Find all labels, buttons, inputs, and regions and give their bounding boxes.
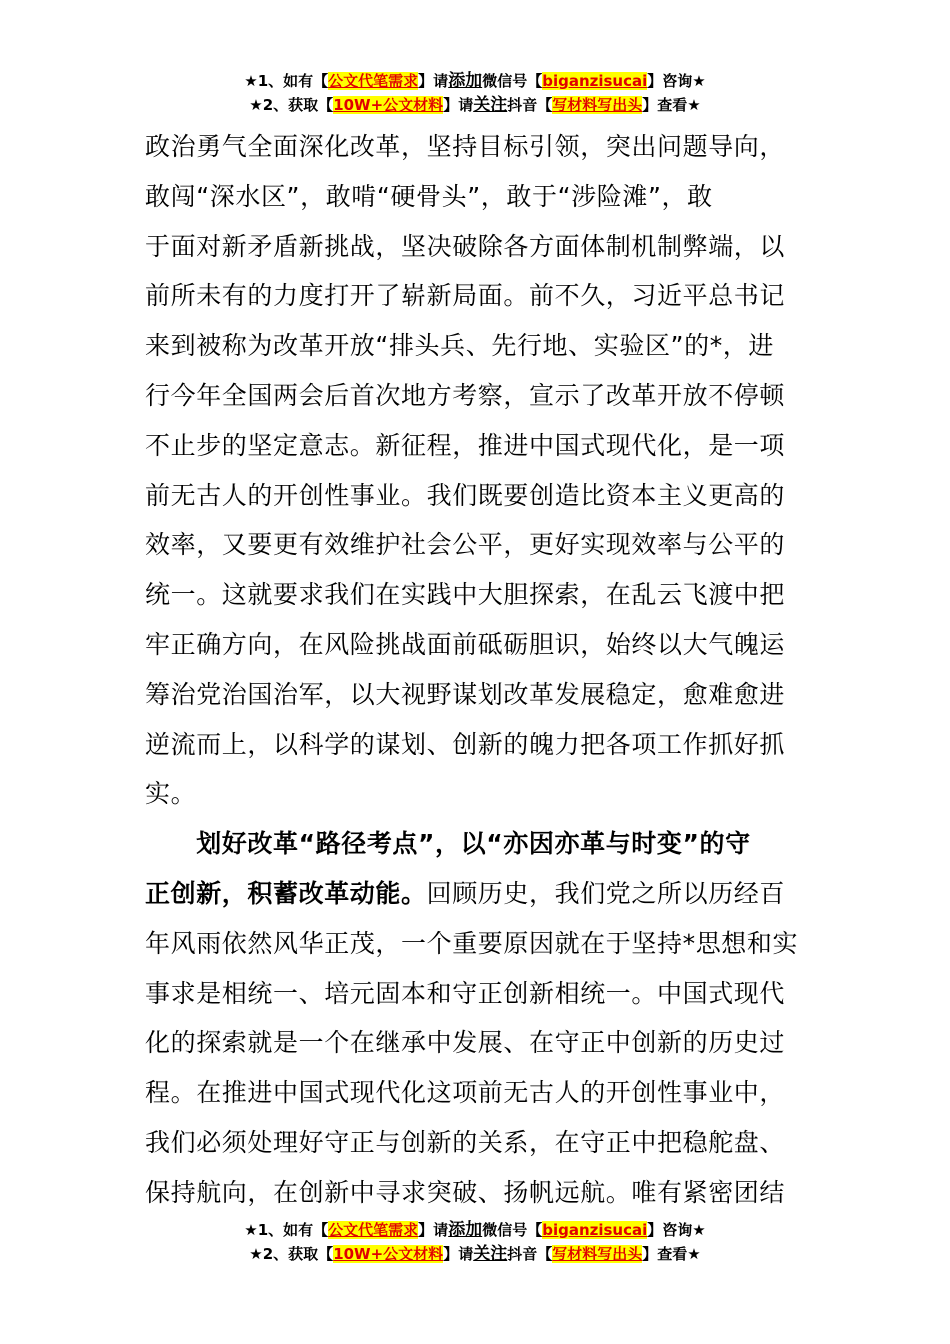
banner-text: 】查看★	[642, 96, 701, 114]
banner-text: ★2、获取【	[249, 96, 334, 114]
banner-text: 微信号【	[482, 1221, 543, 1239]
highlight-wechat-id: biganzisucai	[542, 1221, 648, 1239]
banner-text: 】咨询★	[647, 1221, 706, 1239]
body-line: 前无古人的开创性事业。我们既要创造比资本主义更高的	[145, 480, 786, 510]
body-line: 保持航向，在创新中寻求突破、扬帆远航。唯有紧密团结	[145, 1177, 786, 1207]
body-line: 前所未有的力度打开了崭新局面。前不久，习近平总书记	[145, 281, 786, 311]
highlight-douyin: 写材料写出头	[552, 1245, 643, 1263]
highlight-materials: 10W+公文材料	[333, 96, 444, 114]
body-line: 敢闯“深水区”，敢啃“硬骨头”，敢于“涉险滩”，敢	[145, 181, 713, 211]
underlined-follow: 关注	[473, 95, 508, 115]
highlight-wechat-id: biganzisucai	[542, 72, 648, 90]
body-line: 筹治党治国治军，以大视野谋划改革发展稳定，愈难愈进	[145, 679, 786, 709]
underlined-add: 添加	[448, 1220, 483, 1240]
footer-banner-line2	[0, 1243, 950, 1265]
header-banner-line2	[0, 94, 950, 116]
banner-text: 】咨询★	[647, 72, 706, 90]
body-line: 统一。这就要求我们在实践中大胆探索，在乱云飞渡中把	[145, 580, 786, 610]
highlight-service: 公文代笔需求	[328, 1221, 419, 1239]
body-line: 我们必须处理好守正与创新的关系，在守正中把稳舵盘、	[145, 1127, 786, 1157]
underlined-add: 添加	[448, 71, 483, 91]
banner-text: ★1、如有【	[244, 1221, 329, 1239]
body-line: 不止步的坚定意志。新征程，推进中国式现代化，是一项	[145, 430, 786, 460]
body-line: 事求是相统一、培元固本和守正创新相统一。中国式现代	[145, 978, 786, 1008]
document-body	[145, 122, 815, 1218]
header-banner-line1	[0, 70, 950, 92]
body-line: 逆流而上，以科学的谋划、创新的魄力把各项工作抓好抓	[145, 729, 786, 759]
banner-text: 】查看★	[642, 1245, 701, 1263]
highlight-materials: 10W+公文材料	[333, 1245, 444, 1263]
banner-text: ★2、获取【	[249, 1245, 334, 1263]
banner-text: ★1、如有【	[244, 72, 329, 90]
banner-text: 抖音【	[507, 96, 553, 114]
body-line: 化的探索就是一个在继承中发展、在守正中创新的历史过	[145, 1028, 786, 1058]
banner-text: 】请	[443, 96, 474, 114]
banner-text: 微信号【	[482, 72, 543, 90]
body-line: 来到被称为改革开放“排头兵、先行地、实验区”的*，进	[145, 331, 775, 361]
body-text: 回顾历史，我们党之所以历经百	[426, 878, 786, 908]
section-heading-end: 正创新，积蓄改革动能。	[145, 878, 427, 908]
banner-text: 抖音【	[507, 1245, 553, 1263]
body-line: 政治勇气全面深化改革，坚持目标引领，突出问题导向，	[145, 132, 786, 161]
banner-text: 】请	[418, 1221, 449, 1239]
body-line: 牢正确方向，在风险挑战面前砥砺胆识，始终以大气魄运	[145, 629, 786, 659]
body-line	[145, 869, 815, 919]
section-heading: 划好改革“路径考点”，以“亦因亦革与时变”的守	[145, 829, 751, 859]
body-line: 实。	[145, 779, 197, 809]
body-line: 行今年全国两会后首次地方考察，宣示了改革开放不停顿	[145, 380, 786, 410]
banner-text: 】请	[443, 1245, 474, 1263]
highlight-service: 公文代笔需求	[328, 72, 419, 90]
body-line: 年风雨依然风华正茂，一个重要原因就在于坚持*思想和实	[145, 928, 799, 958]
body-line: 于面对新矛盾新挑战，坚决破除各方面体制机制弊端，以	[145, 231, 786, 261]
highlight-douyin: 写材料写出头	[552, 96, 643, 114]
banner-text: 】请	[418, 72, 449, 90]
body-line: 效率，又要更有效维护社会公平，更好实现效率与公平的	[145, 530, 786, 560]
footer-banner-line1	[0, 1219, 950, 1241]
underlined-follow: 关注	[473, 1244, 508, 1264]
body-line: 程。在推进中国式现代化这项前无古人的开创性事业中，	[145, 1078, 786, 1108]
